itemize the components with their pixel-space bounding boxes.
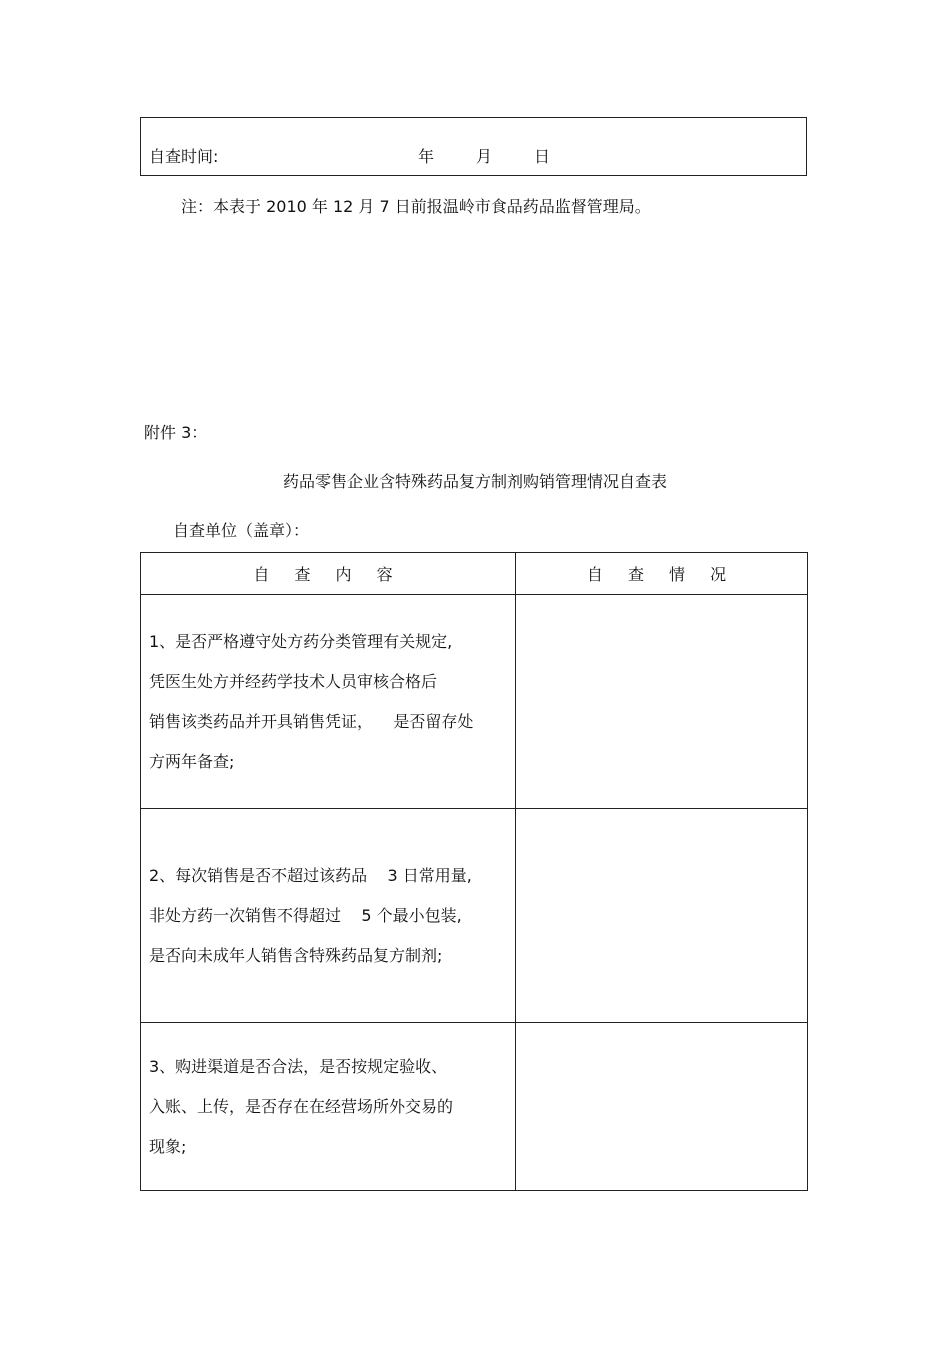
self-check-unit-label: 自查单位（盖章）： bbox=[173, 521, 310, 540]
submission-note: 注：本表于 2010 年 12 月 7 日前报温岭市食品药品监督管理局。 bbox=[181, 197, 651, 216]
table-row bbox=[141, 595, 808, 809]
content-line: 销售该类药品并开具销售凭证， 是否留存处 bbox=[149, 711, 474, 731]
table-row bbox=[141, 1023, 808, 1191]
content-line: 现象; bbox=[149, 1136, 187, 1156]
self-check-time-label: 自查时间: bbox=[149, 147, 219, 166]
header-status: 自 查 情 况 bbox=[516, 553, 808, 595]
status-cell[interactable] bbox=[516, 595, 808, 809]
day-label: 日 bbox=[534, 147, 551, 166]
content-line: 方两年备查; bbox=[149, 751, 235, 771]
content-line: 2、每次销售是否不超过该药品 3 日常用量, bbox=[149, 865, 472, 885]
content-line: 凭医生处方并经药学技术人员审核合格后 bbox=[149, 671, 438, 691]
content-line: 是否向未成年人销售含特殊药品复方制剂; bbox=[149, 945, 443, 965]
content-line: 非处方药一次销售不得超过 5 个最小包装, bbox=[149, 905, 462, 925]
table-row bbox=[141, 809, 808, 1023]
self-check-table bbox=[140, 552, 808, 1191]
self-check-time-box bbox=[140, 117, 807, 176]
status-cell[interactable] bbox=[516, 1023, 808, 1191]
form-title: 药品零售企业含特殊药品复方制剂购销管理情况自查表 bbox=[282, 472, 667, 491]
content-cell bbox=[141, 809, 516, 1023]
content-cell bbox=[141, 1023, 516, 1191]
month-label: 月 bbox=[476, 147, 493, 166]
table-header-row bbox=[141, 553, 808, 595]
content-line: 3、购进渠道是否合法，是否按规定验收、 bbox=[149, 1056, 448, 1076]
content-line: 1、是否严格遵守处方药分类管理有关规定, bbox=[149, 631, 453, 651]
header-content: 自 查 内 容 bbox=[141, 553, 516, 595]
attachment-label: 附件 3： bbox=[144, 423, 208, 442]
content-line: 入账、上传，是否存在在经营场所外交易的 bbox=[149, 1096, 454, 1116]
status-cell[interactable] bbox=[516, 809, 808, 1023]
content-cell bbox=[141, 595, 516, 809]
year-label: 年 bbox=[418, 147, 435, 166]
